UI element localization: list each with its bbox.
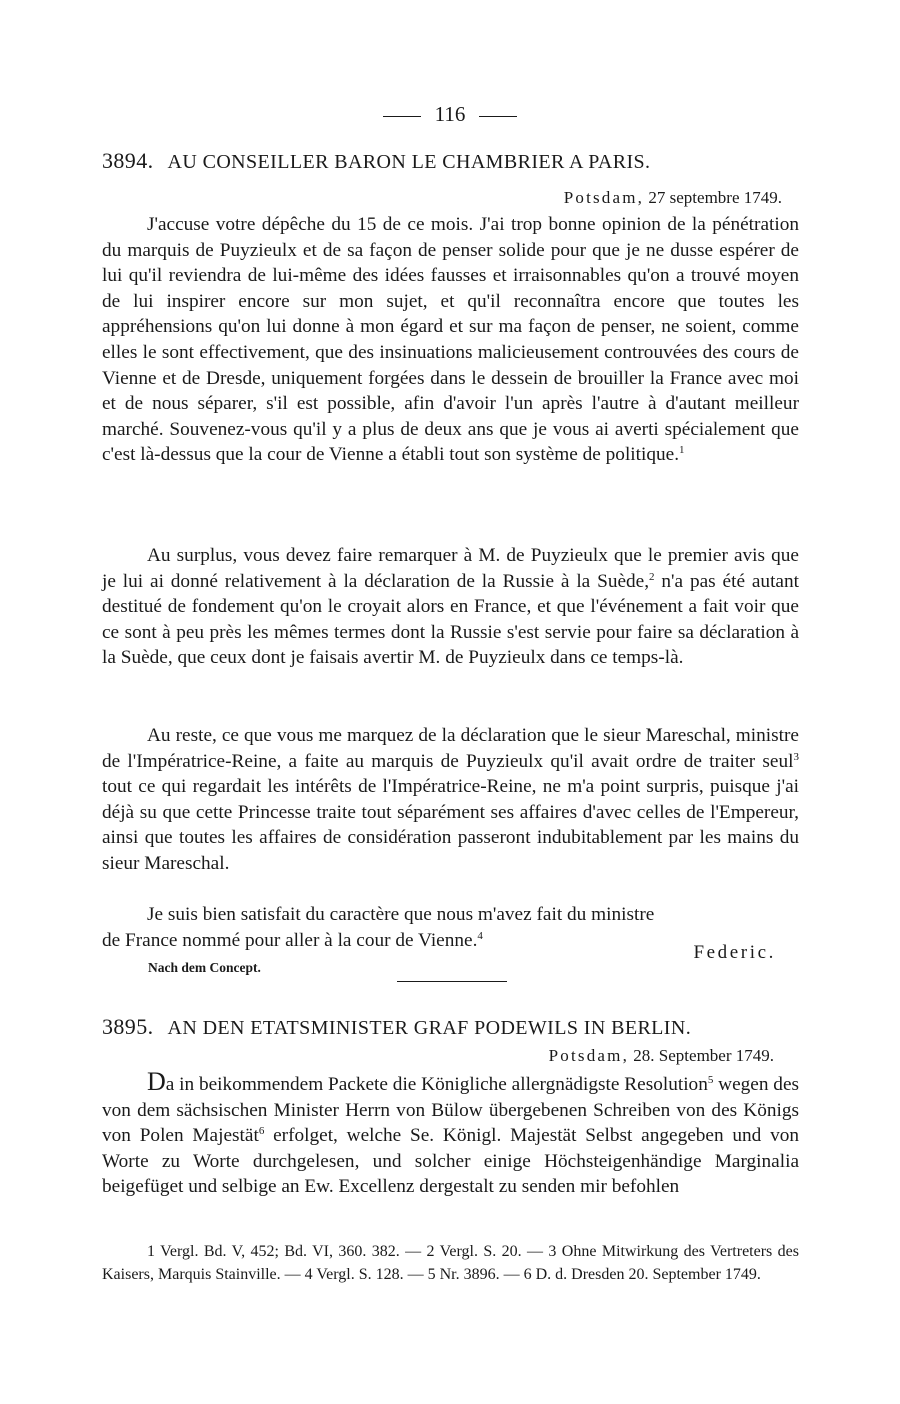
dateline-place: Potsdam, <box>563 188 645 207</box>
letter-3894-paragraph-3: Au reste, ce que vous me marquez de la déclaration que le sieur Mareschal, ministre de l'Impératrice-Reine, a faite au marquis de Puyzieulx qu'il avait ordre de traiter seul$^3$ tout ce qui regardait les intérêts de l'Impératrice-Reine, ne m'a point surpris, puisque j'ai déjà su que cette Princesse traite tout séparément ses affaires d'avec celles de l'Empereur, ainsi que toutes les affaires de considération passeront indubitablement par les mains du sieur Mareschal. <box>102 725 799 874</box>
page-number-text: 116 <box>434 102 466 126</box>
dateline-date: 27 septembre 1749. <box>648 188 782 207</box>
letter-title: AU CONSEILLER BARON LE CHAMBRIER A PARIS. <box>167 151 651 173</box>
footnote-ref: 6 <box>258 1125 265 1138</box>
letter-3894-paragraph-1: J'accuse votre dépêche du 15 de ce mois. J'ai trop bonne opinion de la pénétration du marquis de Puyzieulx et de sa façon de penser solide pour que je ne dusse espérer de lui qu'il reviendra de lui-même des idées fausses et irraisonnables qu'on a trouvé moyen de lui inspirer encore sur mon sujet, et qu'il reconnaîtra encore que toutes les appréhensions qu'on lui donne à mon égard et sur ma façon de penser, ne soient, comme elles le sont effectivement, que des insinuations malicieusement controuvées des cours de Vienne et de Dresde, uniquement forgées dans le dessein de brouiller la France avec moi et de nous séparer, s'il est possible, afin d'avoir l'un après l'autre à d'autant meilleur marché. Souvenez-vous qu'il y a plus de deux ans que je vous ai averti spécialement que c'est là-dessus que la cour de Vienne a établi tout son système de politique.$^1$ <box>102 214 799 466</box>
footnote-ref: 3 <box>793 750 799 763</box>
dateline-date: 28. September 1749. <box>633 1046 774 1065</box>
footnotes: 1 Vergl. Bd. V, 452; Bd. VI, 360. 382. — 2 Vergl. S. 20. — 3 Ohne Mitwirkung des Vertreters des Kaisers, Marquis Stainville. — 4 Vergl. S. 128. — 5 Nr. 3896. — 6 D. d. Dresden 20. September 1749. <box>102 1243 799 1283</box>
footnote-ref: 2 <box>649 570 655 583</box>
letter-3895-dateline <box>549 1046 774 1066</box>
letter-3894-heading <box>102 148 802 174</box>
footnote-ref: 5 <box>707 1074 714 1086</box>
letter-title: AN DEN ETATSMINISTER GRAF PODEWILS IN BERLIN. <box>167 1017 692 1039</box>
letter-3894-paragraph-4: Je suis bien satisfait du caractère que nous m'avez fait du ministre de France nommé pour aller à la cour de Vienne.$^4$ <box>102 904 655 951</box>
initial-letter: D <box>147 1067 166 1096</box>
letter-3895-heading <box>102 1014 802 1040</box>
letter-3894-paragraph-2: Au surplus, vous devez faire remarquer à M. de Puyzieulx que le premier avis que je lui ai donné relativement à la déclaration de la Russie à la Suède,$^2$ n'a pas été autant destitué de fondement qu'on le croyait alors en France, et que l'événement a fait voir que ce sont à peu près les mêmes termes dont la Russie s'est servie pour faire sa déclaration à la Suède, que ceux dont je faisais avertir M. de Puyzieulx dans ce temps-là. <box>102 545 799 669</box>
letter-number: 3894. <box>102 148 154 173</box>
page-number <box>0 102 900 127</box>
page-number-dash-left <box>383 116 421 117</box>
signature: Federic. <box>693 942 776 963</box>
source-note: Nach dem Concept. <box>148 960 261 975</box>
letter-3894-dateline <box>564 188 782 208</box>
letter-number: 3895. <box>102 1014 154 1039</box>
section-divider <box>397 981 507 982</box>
letter-3895-paragraph-1: Da in beikommendem Packete die Königliche allergnädigste Resolution$^5$ wegen des von dem sächsischen Minister Herrn von Bülow übergebenen Schreiben von des Königs von Polen Majestät$^6$ erfolget, welche Se. Königl. Majestät Selbst angegeben und von Worte zu Worte durchgelesen, und solcher einige Höchsteigenhändige Marginalia beigefüget und selbige an Ew. Excellenz dergestalt zu senden mir befohlen <box>102 1067 800 1198</box>
dateline-place: Potsdam, <box>548 1046 630 1065</box>
footnote-ref: 4 <box>477 929 483 942</box>
footnote-ref: 1 <box>679 444 685 457</box>
page-number-dash-right <box>479 116 517 117</box>
